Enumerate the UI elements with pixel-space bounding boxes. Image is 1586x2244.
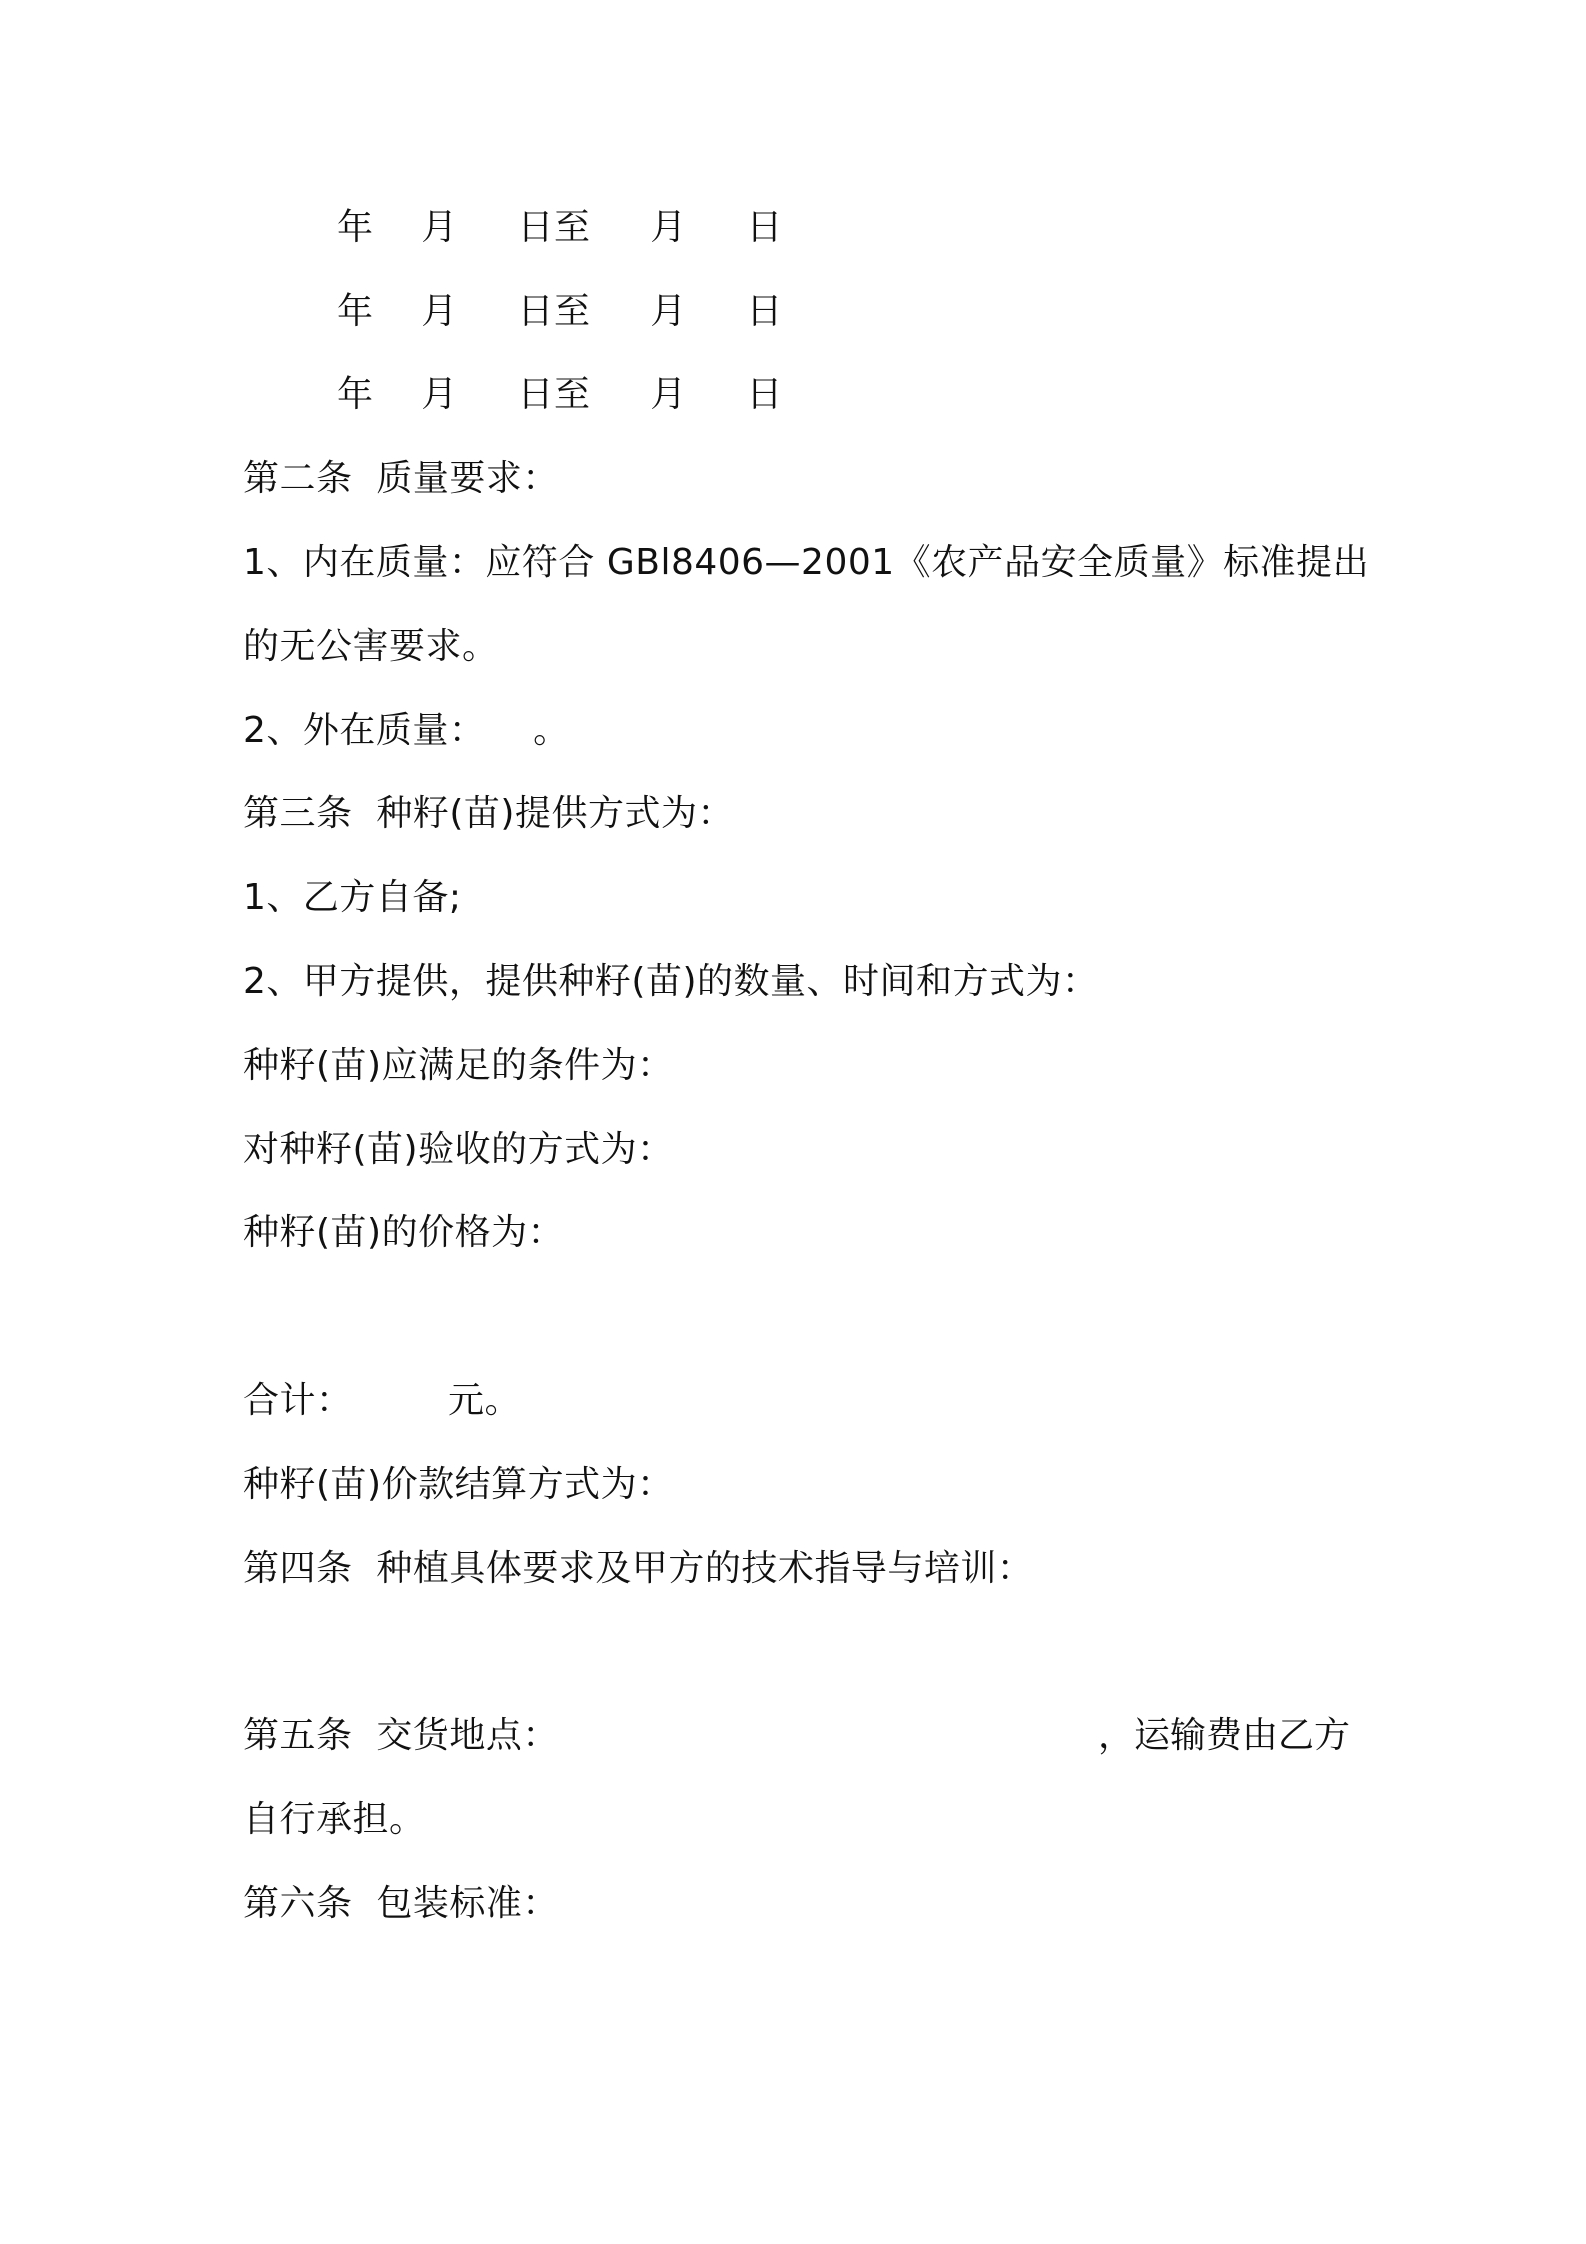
seed-acceptance: 对种籽(苗)验收的方式为： bbox=[243, 1129, 674, 1170]
seed-total: 合计： 元。 bbox=[243, 1380, 522, 1421]
article-3-item-2: 2、甲方提供，提供种籽(苗)的数量、时间和方式为： bbox=[243, 961, 1099, 1002]
article-6-title: 第六条 包装标准： bbox=[243, 1883, 559, 1924]
article-2-item-1: 1、内在质量：应符合 GBl8406—2001《农产品安全质量》标准提出 bbox=[243, 542, 1370, 583]
article-4-title: 第四条 种植具体要求及甲方的技术指导与培训： bbox=[243, 1548, 1034, 1589]
article-2-title: 第二条 质量要求： bbox=[243, 458, 559, 499]
date-range-line-1: 年 月 日至 月 日 bbox=[337, 207, 783, 248]
article-2-item-1-continued: 的无公害要求。 bbox=[243, 626, 499, 667]
article-2-item-2: 2、外在质量： 。 bbox=[243, 710, 570, 751]
date-range-line-2: 年 月 日至 月 日 bbox=[337, 291, 783, 332]
article-5-transport-fee: ，运输费由乙方 bbox=[1098, 1715, 1351, 1756]
article-5-continuation: 自行承担。 bbox=[243, 1799, 426, 1840]
seed-conditions: 种籽(苗)应满足的条件为： bbox=[243, 1045, 674, 1086]
article-5-title: 第五条 交货地点： bbox=[243, 1715, 559, 1756]
date-range-line-3: 年 月 日至 月 日 bbox=[337, 374, 783, 415]
seed-price: 种籽(苗)的价格为： bbox=[243, 1212, 565, 1253]
article-3-item-1: 1、乙方自备; bbox=[243, 877, 462, 918]
seed-settlement: 种籽(苗)价款结算方式为： bbox=[243, 1464, 674, 1505]
article-3-title: 第三条 种籽(苗)提供方式为： bbox=[243, 793, 734, 834]
